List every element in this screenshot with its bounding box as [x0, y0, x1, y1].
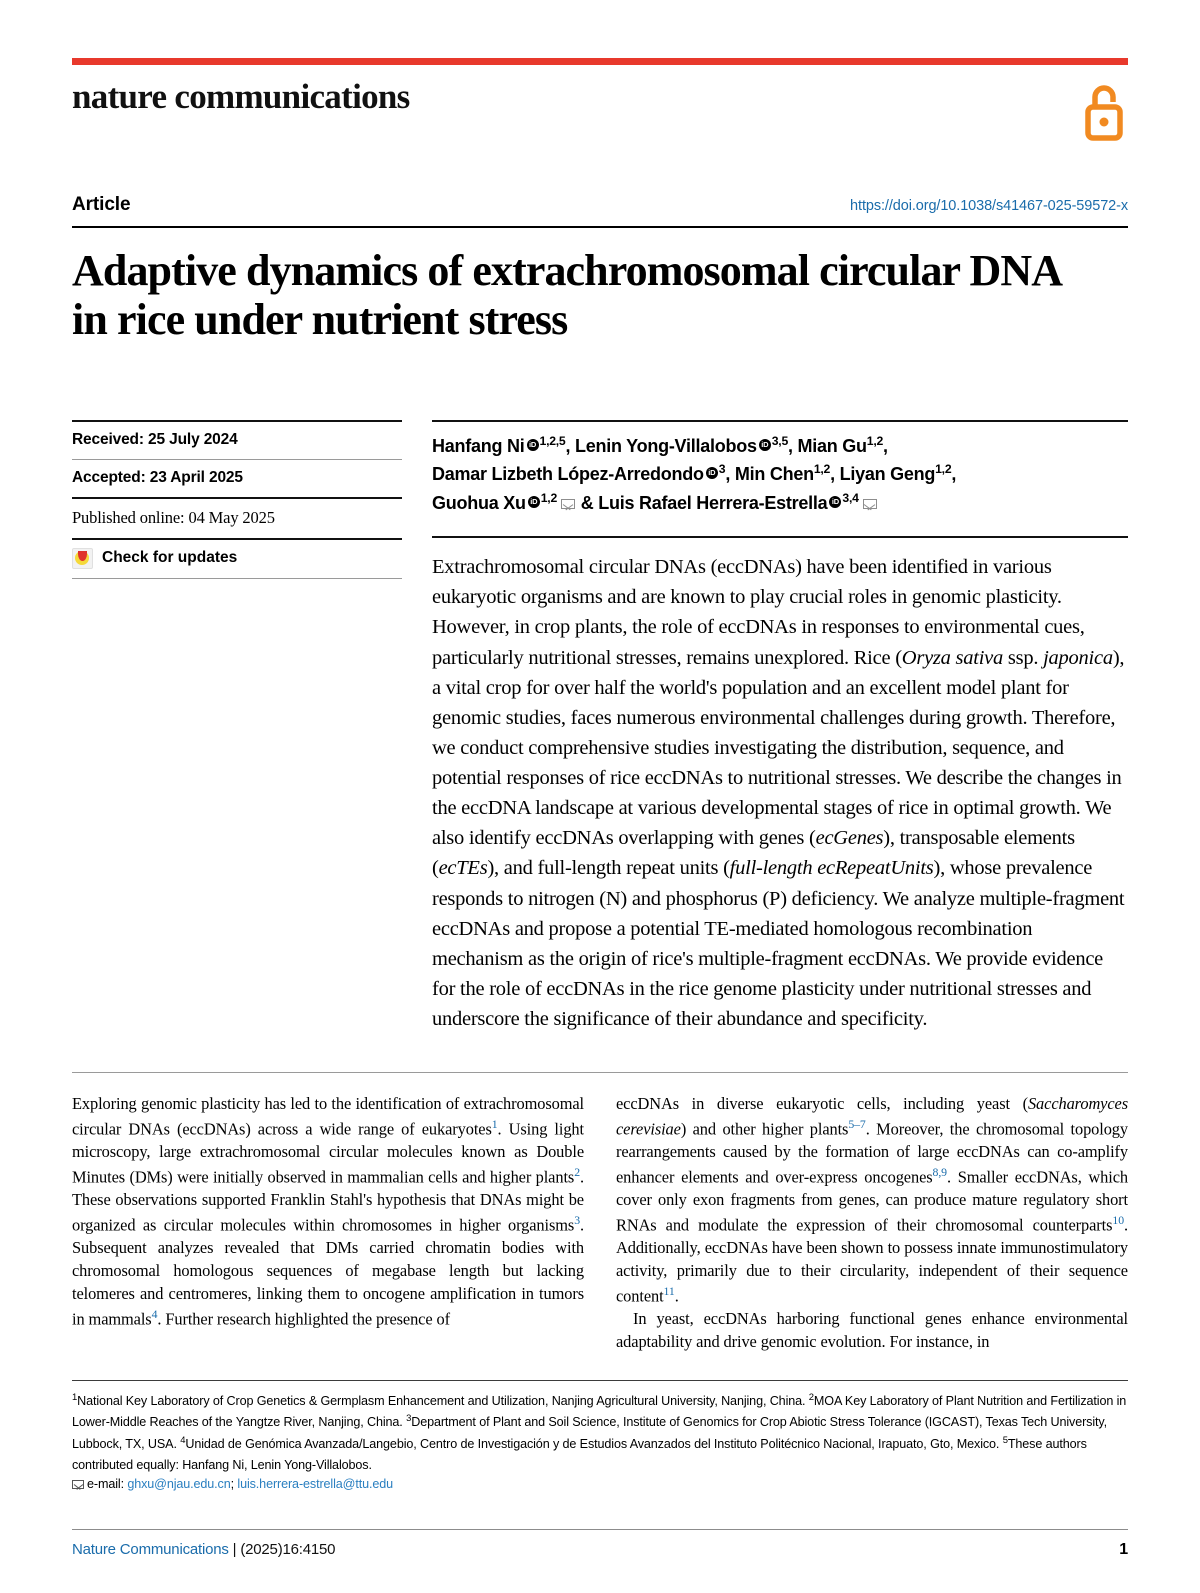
check-for-updates-label: Check for updates: [102, 549, 238, 567]
affiliation-marker: 5: [1002, 1435, 1008, 1446]
author-name: , Mian Gu: [788, 435, 867, 456]
email-envelope-icon: [72, 1480, 84, 1489]
citation-ref[interactable]: 4: [151, 1306, 158, 1321]
orcid-icon[interactable]: [528, 496, 540, 508]
body-text: ) and other higher plants: [680, 1119, 849, 1139]
author-list: [432, 422, 1128, 519]
orcid-icon[interactable]: [759, 439, 771, 451]
footer-divider: [72, 1529, 1128, 1530]
author-affil-sup: 1,2: [935, 462, 952, 477]
body-text: Exploring genomic plasticity has led to the identification of extrachromosomal circular DNAs (eccDNAs) across a wide range of eukaryotes: [72, 1094, 584, 1139]
accepted-date: Accepted: 23 April 2025: [72, 459, 402, 497]
affiliations-block: [72, 1390, 1128, 1475]
affiliation-marker: 3: [406, 1413, 412, 1425]
body-text: eccDNAs in diverse eukaryotic cells, including yeast (: [616, 1094, 1028, 1114]
orcid-icon[interactable]: [527, 439, 539, 451]
body-text: . Using light microscopy, large extrachromosomal circular molecules known as Double Minutes (DMs) were initially observed in mammalian cells and higher plants: [72, 1119, 584, 1187]
abstract-part: ssp.: [1002, 646, 1044, 669]
citation-ref[interactable]: 3: [574, 1213, 580, 1228]
body-paragraph: [72, 1093, 584, 1331]
abstract-part: ), whose prevalence responds to nitrogen (N) and phosphorus (P) deficiency. We analyze multiple-fragment eccDNAs and propose a potential TE-mediated homologous recombination mechanism as the origin of rice's multiple-fragment eccDNAs. We provide evidence for the role of eccDNAs in the rice genome plasticity under nutritional stresses and underscore the significance of their abundance and specificity.: [432, 857, 1125, 1031]
body-top-divider: [72, 1072, 1128, 1073]
orcid-icon[interactable]: [829, 496, 841, 508]
body-text: . Additionally, eccDNAs have been shown to possess innate immunostimulatory activity, primarily due to their circularity, independent of their sequence content: [616, 1215, 1128, 1306]
author-affil-sup: 3: [718, 462, 726, 477]
body-text: . Subsequent analyzes revealed that DMs carried chromatin bodies with chromosomal homologous sequences of megabase length but lacking telomeres and centromeres, linking them to oncogene amplification in tumors in mammals: [72, 1215, 584, 1329]
abstract-text: [432, 552, 1128, 1034]
title-divider: [72, 226, 1128, 228]
body-column-left: [72, 1093, 584, 1354]
body-paragraph: In yeast, eccDNAs harboring functional genes enhance environmental adaptability and drive genomic evolution. For instance, in: [616, 1309, 1128, 1352]
affiliation-marker: 2: [808, 1391, 814, 1403]
footer-citation: | (2025)16:4150: [232, 1541, 336, 1558]
abstract-part: ), and full-length repeat units (: [487, 857, 730, 880]
published-date: Published online: 04 May 2025: [72, 497, 402, 538]
body-columns: [72, 1093, 1128, 1354]
author-affil-sup: 3,4: [842, 491, 859, 506]
email-envelope-icon[interactable]: [863, 499, 877, 509]
affiliation-text: Unidad de Genómica Avanzada/Langebio, Centro de Investigación y de Estudios Avanzados del Instituto Politécnico Nacional, Irapuato, Gto, Mexico.: [185, 1437, 1003, 1452]
body-text: . Moreover, the chromosomal topology rearrangements caused by the formation of large eccDNAs can co-amplify enhancer elements and over-express oncogenes: [616, 1119, 1128, 1187]
footer-journal-name[interactable]: Nature Communications: [72, 1541, 229, 1558]
affiliations-divider: [72, 1380, 1128, 1381]
body-text: .: [674, 1286, 679, 1306]
author-separator: ,: [951, 464, 957, 485]
abstract-part: Extrachromosomal circular DNAs (eccDNAs) have been identified in various eukaryotic organisms and are known to play crucial roles in genomic plasticity. However, in crop plants, the role of eccDNAs in responses to environmental cues, particularly nutritional stresses, remains unexplored. Rice (: [432, 556, 1085, 669]
author-separator: ,: [883, 435, 888, 456]
author-affil-sup: 3,5: [771, 433, 789, 448]
email-envelope-icon[interactable]: [561, 499, 575, 509]
footer-citation-group: [72, 1541, 335, 1558]
author-name: , Liyan Geng: [830, 464, 936, 485]
email-label: e-mail:: [87, 1476, 128, 1491]
authors-abstract-column: [432, 420, 1128, 1035]
check-for-updates[interactable]: [72, 538, 402, 579]
abstract-top-divider: [432, 536, 1128, 538]
author-affil-sup: 1,2: [813, 462, 831, 477]
affiliation-marker: 1: [72, 1391, 78, 1403]
doi-link[interactable]: https://doi.org/10.1038/s41467-025-59572-x: [850, 198, 1128, 214]
affiliation-text: MOA Key Laboratory of Plant Nutrition and Fertilization in Lower-Middle Reaches of the Yangtze River, Nanjing, China.: [72, 1394, 1127, 1430]
citation-ref[interactable]: 2: [574, 1165, 580, 1180]
author-name: Damar Lizbeth López-Arredondo: [432, 464, 704, 485]
meta-abstract-section: [72, 420, 1128, 1035]
author-name: Hanfang Ni: [432, 435, 525, 456]
page-number: 1: [1119, 1541, 1128, 1558]
author-name: & Luis Rafael Herrera-Estrella: [580, 493, 828, 514]
corresponding-email-line: [72, 1477, 1128, 1491]
body-paragraph: [616, 1093, 1128, 1308]
citation-ref[interactable]: 10: [1112, 1213, 1124, 1228]
affiliation-marker: 4: [180, 1435, 186, 1446]
affiliation-text: Department of Plant and Soil Science, Institute of Genomics for Crop Abiotic Stress Tolerance (IGCAST), Texas Tech University, Lubbock, TX, USA.: [72, 1415, 1108, 1452]
body-column-right: [616, 1093, 1128, 1354]
page-footer: [72, 1529, 1128, 1559]
author-name: , Lenin Yong-Villalobos: [565, 435, 757, 456]
author-affil-sup: 1,2: [540, 491, 558, 506]
page-title: Adaptive dynamics of extrachromosomal circular DNA in rice under nutrient stress: [72, 246, 1060, 345]
author-name: , Min Chen: [725, 464, 814, 485]
body-text: . These observations supported Franklin Stahl's hypothesis that DNAs might be organized as circular molecules within chromosomes in higher organisms: [72, 1167, 584, 1235]
journal-brand: nature communications: [72, 77, 410, 116]
abstract-italic: ecGenes: [815, 827, 884, 850]
author-affil-sup: 1,2,5: [539, 433, 566, 448]
publication-dates-column: [72, 420, 402, 1035]
abstract-italic: ecTEs: [438, 857, 488, 880]
affiliation-text: These authors contributed equally: Hanfang Ni, Lenin Yong-Villalobos.: [72, 1437, 1087, 1472]
abstract-part: ), transposable elements (: [432, 827, 1075, 880]
author-affil-sup: 1,2: [866, 433, 884, 448]
abstract-part: ), a vital crop for over half the world's population and an excellent model plant for genomic studies, faces numerous environmental challenges during growth. Therefore, we conduct comprehensive studies investigating the distribution, sequence, and potential responses of rice eccDNAs to nutritional stresses. We describe the changes in the eccDNA landscape at various developmental stages of rice in optimal growth. We also identify eccDNAs overlapping with genes (: [432, 646, 1125, 850]
affiliation-text: National Key Laboratory of Crop Genetics & Germplasm Enhancement and Utilization, Nanjing Agricultural University, Nanjing, China.: [77, 1394, 809, 1409]
received-date: Received: 25 July 2024: [72, 420, 402, 459]
email-separator: ;: [230, 1476, 238, 1491]
open-access-lock-icon: [1082, 81, 1126, 146]
email-link-secondary[interactable]: luis.herrera-estrella@ttu.edu: [237, 1476, 393, 1491]
citation-ref[interactable]: 11: [663, 1283, 675, 1298]
article-type-label: Article: [72, 194, 131, 215]
abstract-italic: japonica: [1043, 646, 1113, 669]
abstract-italic: full-length ecRepeatUnits: [729, 857, 934, 880]
body-text: . Further research highlighted the presence of: [157, 1309, 450, 1329]
abstract-italic: Oryza sativa: [901, 646, 1003, 669]
crossmark-icon: [72, 548, 93, 569]
body-italic: Saccharomyces cerevisiae: [616, 1094, 1128, 1139]
email-link-primary[interactable]: ghxu@njau.edu.cn: [127, 1476, 231, 1491]
body-text: . Smaller eccDNAs, which cover only exon fragments from genes, can produce mature regulatory short RNAs and modulate the expression of their chromosomal counterparts: [616, 1167, 1128, 1235]
citation-ref[interactable]: 5–7: [848, 1117, 866, 1131]
author-name: Guohua Xu: [432, 493, 526, 514]
citation-ref[interactable]: 1: [491, 1117, 498, 1131]
citation-ref[interactable]: 8,9: [932, 1165, 947, 1180]
orcid-icon[interactable]: [706, 467, 718, 479]
article-header: [72, 194, 1128, 216]
brand-red-rule: [72, 58, 1128, 65]
masthead: [72, 79, 1128, 146]
